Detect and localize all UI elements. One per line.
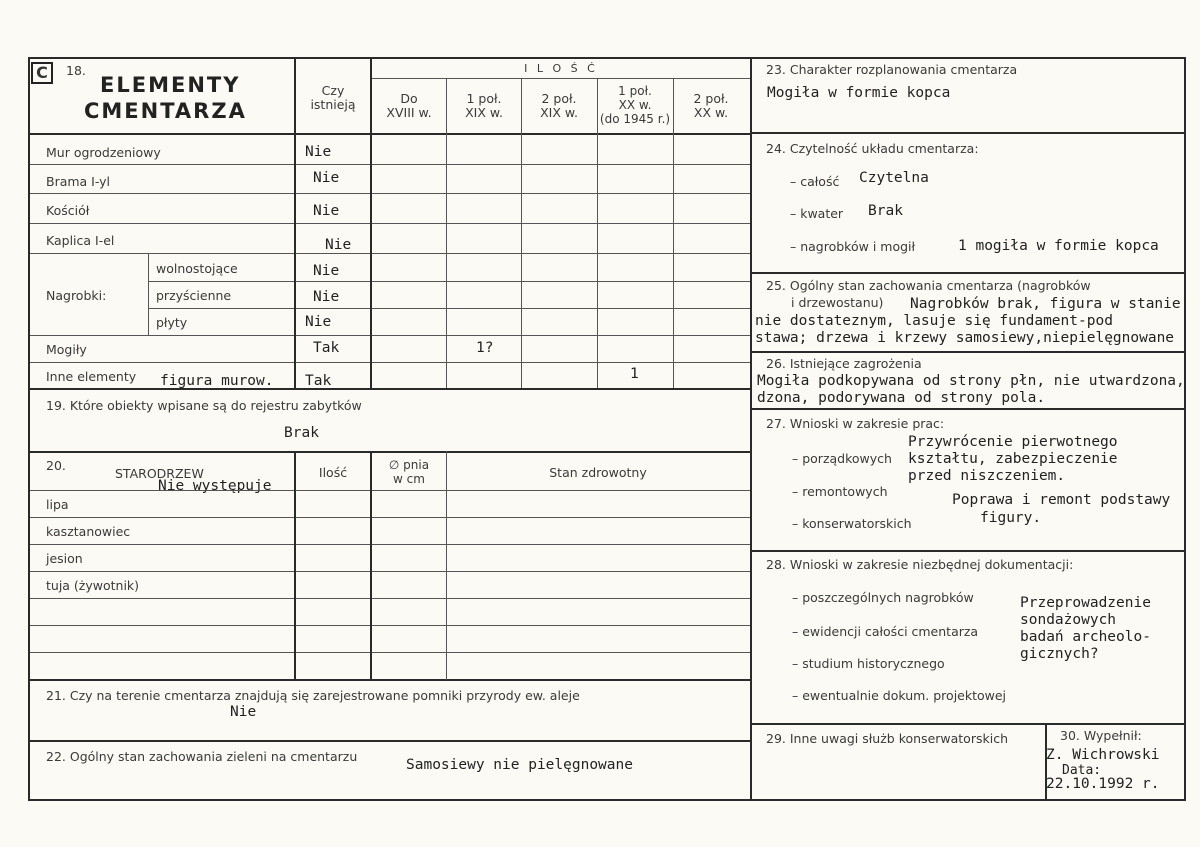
s19-label: 19. Które obiekty wpisane są do rejestru zabytków (46, 398, 362, 413)
s28-item2: – ewidencji całości cmentarza (792, 624, 979, 639)
value-other: Tak (305, 373, 332, 389)
row-label-freestanding: wolnostojące (156, 261, 238, 276)
period-header-1: Do XVIII w. (386, 91, 432, 120)
s30-name: Z. Wichrowski (1046, 747, 1160, 763)
grid-line (751, 723, 1186, 725)
section-title-line2: CMENTARZA (84, 99, 247, 123)
grid-line (751, 132, 1186, 134)
value-wall-mounted: Nie (313, 289, 340, 305)
value-graves: Tak (313, 340, 340, 356)
row-label-wall-mounted: przyścienne (156, 288, 232, 303)
s24-quarters-value: Brak (868, 203, 903, 219)
s26-text-line2: dzona, podorywana od strony pola. (757, 390, 1046, 406)
period-header-5: 2 poł. XX w. (693, 91, 729, 120)
s28-item1: – poszczególnych nagrobków (792, 590, 974, 605)
s20-col-health: Stan zdrowotny (549, 465, 647, 480)
s28-label: 28. Wnioski w zakresie niezbędnej dokumentacji: (766, 557, 1074, 572)
s25-text-line1: Nagrobków brak, figura w stanie (910, 296, 1181, 312)
grid-line (521, 78, 522, 388)
value-gate: Nie (313, 170, 340, 186)
s23-label: 23. Charakter rozplanowania cmentarza (766, 62, 1018, 77)
s20-col-diameter: ∅ pnia w cm (388, 458, 430, 486)
grid-line (751, 351, 1186, 353)
grid-line (28, 388, 750, 390)
tree-thuja: tuja (żywotnik) (46, 578, 140, 593)
row-label-gravestones: Nagrobki: (46, 288, 107, 303)
grid-line (751, 408, 1186, 410)
grid-line (30, 490, 750, 491)
value-graves-count: 1? (476, 340, 494, 356)
row-label-wall: Mur ogrodzeniowy (46, 145, 161, 160)
row-label-other: Inne elementy (46, 369, 137, 384)
s28-item3: – studium historycznego (792, 656, 945, 671)
s20-note: Nie występuje (158, 478, 272, 494)
grid-line (30, 544, 750, 545)
period-header-4: 1 poł. XX w. (do 1945 r.) (599, 84, 671, 126)
grid-line (28, 451, 750, 453)
tree-chestnut: kasztanowiec (46, 524, 131, 539)
s25-label-line1: 25. Ogólny stan zachowania cmentarza (nagrobków (766, 278, 1091, 293)
tree-ash: jesion (46, 551, 83, 566)
period-header-2: 1 poł. XIX w. (465, 91, 503, 120)
col-quantity-header: I L O Ś Ć (524, 62, 598, 75)
grid-line (30, 164, 750, 165)
col-exists-header: Czy istnieją (310, 83, 356, 112)
s21-label: 21. Czy na terenie cmentarza znajdują się zarejestrowane pomniki przyrody ew. aleje (46, 688, 580, 703)
value-chapel: Nie (325, 237, 352, 253)
s24-quarters-label: – kwater (790, 206, 844, 221)
s20-title: STARODRZEW (115, 466, 204, 481)
grid-line (751, 272, 1186, 274)
s19-value: Brak (284, 425, 319, 441)
grid-line (148, 281, 750, 282)
value-other-note: figura murow. (160, 373, 274, 389)
s23-value: Mogiła w formie kopca (767, 85, 951, 101)
s26-label: 26. Istniejące zagrożenia (766, 356, 922, 371)
s24-label: 24. Czytelność układu cmentarza: (766, 141, 979, 156)
row-label-slabs: płyty (156, 315, 188, 330)
s30-date-label: Data: (1062, 763, 1102, 778)
grid-line (30, 571, 750, 572)
grid-line (294, 59, 296, 389)
section-title-line1: ELEMENTY (100, 73, 241, 97)
grid-line (28, 740, 750, 742)
s20-col-count: Ilość (318, 465, 348, 480)
grid-line (30, 193, 750, 194)
value-freestanding: Nie (313, 263, 340, 279)
tree-linden: lipa (46, 497, 69, 512)
grid-line (372, 78, 750, 79)
section-18-number: 18. (66, 63, 86, 78)
grid-line (30, 517, 750, 518)
section-letter-box (31, 62, 53, 84)
s27-conserv-line1: Poprawa i remont podstawy (952, 492, 1171, 508)
s24-graves-label: – nagrobków i mogił (790, 239, 916, 254)
s25-text-line3: stawa; drzewa i krzewy samosiewy,niepielęgnowane (755, 330, 1175, 346)
s22-value: Samosiewy nie pielęgnowane (406, 757, 633, 773)
row-label-church: Kościół (46, 203, 90, 218)
s25-text-line2: nie dostateznym, lasuje się fundament-pod (755, 313, 1113, 329)
s27-conserv-line2: figury. (980, 510, 1042, 526)
s24-whole-label: – całość (790, 174, 840, 189)
s27-label: 27. Wnioski w zakresie prac: (766, 416, 945, 431)
s24-graves-value: 1 mogiła w formie kopca (958, 238, 1159, 254)
grid-line (30, 652, 750, 653)
section-letter: C (36, 63, 48, 82)
s24-whole-value: Czytelna (859, 170, 929, 186)
value-slabs: Nie (305, 314, 332, 330)
s27-order-line2: kształtu, zabezpieczenie (908, 451, 1118, 467)
grid-line (30, 362, 750, 363)
grid-line (30, 253, 750, 254)
s20-number: 20. (46, 458, 66, 473)
grid-line (30, 625, 750, 626)
center-divider (750, 59, 752, 801)
s25-label-line2: i drzewostanu) (791, 295, 884, 310)
s27-order-label: – porządkowych (792, 451, 892, 466)
grid-line (370, 451, 372, 680)
row-label-gate: Brama I-yl (46, 174, 111, 189)
value-church: Nie (313, 203, 340, 219)
value-other-count: 1 (630, 366, 639, 382)
row-label-graves: Mogiły (46, 342, 87, 357)
grid-line (30, 598, 750, 599)
grid-line (751, 550, 1186, 552)
s29-label: 29. Inne uwagi służb konserwatorskich (766, 731, 1008, 746)
grid-line (446, 451, 447, 680)
value-wall: Nie (305, 144, 332, 160)
grid-line (148, 308, 750, 309)
grid-line (148, 253, 149, 335)
s28-item4: – ewentualnie dokum. projektowej (792, 688, 1007, 703)
s27-conserv-label: – konserwatorskich (792, 516, 912, 531)
grid-line (28, 133, 750, 135)
s21-value: Nie (230, 704, 257, 720)
s27-order-line3: przed niszczeniem. (908, 468, 1066, 484)
grid-line (294, 451, 296, 680)
grid-line (446, 78, 447, 388)
row-label-chapel: Kaplica I-el (46, 233, 115, 248)
grid-line (370, 59, 372, 389)
s28-value-line4: gicznych? (1020, 646, 1099, 662)
s30-date: 22.10.1992 r. (1046, 776, 1160, 792)
s28-value-line1: Przeprowadzenie (1020, 595, 1151, 611)
s27-repair-label: – remontowych (792, 484, 888, 499)
grid-line (28, 679, 750, 681)
s28-value-line2: sondażowych (1020, 612, 1117, 628)
s22-label: 22. Ogólny stan zachowania zieleni na cmentarzu (46, 749, 358, 764)
grid-line (597, 78, 598, 388)
s28-value-line3: badań archeolo- (1020, 629, 1151, 645)
grid-line (30, 223, 750, 224)
grid-line (30, 335, 750, 336)
s27-order-line1: Przywrócenie pierwotnego (908, 434, 1118, 450)
s26-text-line1: Mogiła podkopywana od strony płn, nie utwardzona, (757, 373, 1185, 389)
period-header-3: 2 poł. XIX w. (540, 91, 578, 120)
grid-line (673, 78, 674, 388)
s30-label: 30. Wypełnił: (1060, 728, 1142, 743)
